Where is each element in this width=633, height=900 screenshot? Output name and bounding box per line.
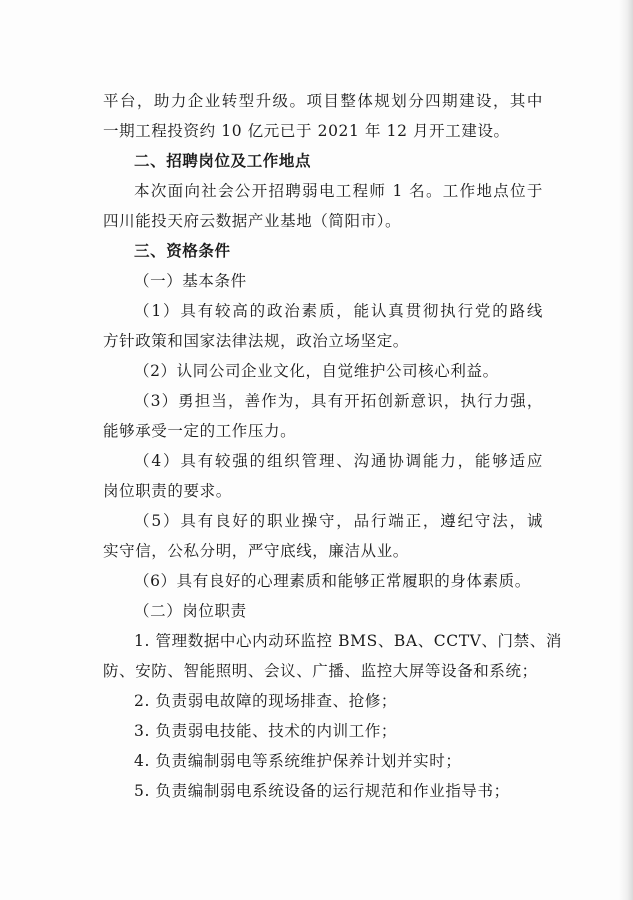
paragraph-line: 方针政策和国家法律法规，政治立场坚定。 — [103, 332, 409, 350]
paragraph-line: 防、安防、智能照明、会议、广播、监控大屏等设备和系统； — [103, 662, 538, 680]
paragraph-line: 能够承受一定的工作压力。 — [103, 422, 297, 440]
subsection-heading: （一）基本条件 — [134, 272, 247, 290]
paragraph-line: （3）勇担当，善作为，具有开拓创新意识，执行力强， — [134, 392, 543, 410]
section-heading: 三、资格条件 — [134, 242, 231, 260]
paragraph-line: （1）具有较高的政治素质，能认真贯彻执行党的路线 — [134, 302, 543, 320]
paragraph-line: （2）认同公司企业文化，自觉维护公司核心利益。 — [134, 362, 499, 380]
paragraph-line: 实守信，公私分明，严守底线，廉洁从业。 — [103, 542, 409, 560]
paragraph-line: （4）具有较强的组织管理、沟通协调能力，能够适应 — [134, 452, 543, 470]
document-body — [103, 86, 562, 806]
paragraph-line: （5）具有良好的职业操守，品行端正，遵纪守法，诚 — [134, 512, 543, 530]
paragraph-line: 2. 负责弱电故障的现场排查、抢修； — [134, 692, 398, 710]
paragraph-line: 3. 负责弱电技能、技术的内训工作； — [134, 722, 398, 740]
paragraph-line: 平台，助力企业转型升级。项目整体规划分四期建设，其中 — [103, 92, 543, 110]
paragraph-line: 4. 负责编制弱电等系统维护保养计划并实时； — [134, 752, 462, 770]
paragraph-line: 岗位职责的要求。 — [103, 482, 232, 500]
paragraph-line: 本次面向社会公开招聘弱电工程师 1 名。工作地点位于 — [134, 182, 543, 200]
paragraph-line: （6）具有良好的心理素质和能够正常履职的身体素质。 — [134, 572, 531, 590]
paragraph-line: 5. 负责编制弱电系统设备的运行规范和作业指导书； — [134, 782, 510, 800]
paragraph-line: 四川能投天府云数据产业基地（简阳市）。 — [103, 212, 402, 230]
subsection-heading: （二）岗位职责 — [134, 602, 247, 620]
page-edge-shadow — [619, 0, 633, 900]
paragraph-line: 一期工程投资约 10 亿元已于 2021 年 12 月开工建设。 — [103, 122, 510, 140]
section-heading: 二、招聘岗位及工作地点 — [134, 152, 312, 170]
paragraph-line: 1. 管理数据中心内动环监控 BMS、BA、CCTV、门禁、消 — [134, 632, 562, 650]
